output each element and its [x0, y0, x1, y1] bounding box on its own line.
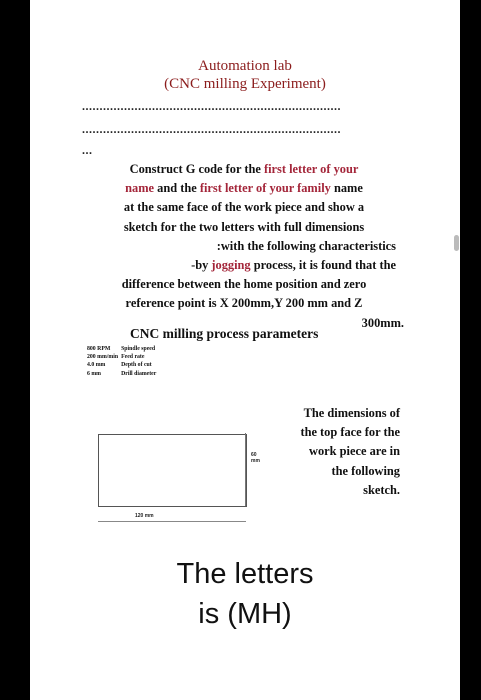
- params-row: 6 mm Drill diameter: [87, 370, 157, 377]
- answer-line-2: ..........................................................................: [82, 122, 341, 136]
- answer-line-1: ..........................................................................: [82, 99, 341, 113]
- document-page: [30, 0, 460, 700]
- params-row: 200 mm/min Feed rate: [87, 354, 145, 361]
- task-line: :with the following characteristics: [216, 238, 396, 253]
- document-subtitle: (CNC milling Experiment): [164, 76, 326, 92]
- document-title: Automation lab: [198, 58, 292, 74]
- task-line: name and the first letter of your family name: [125, 181, 363, 196]
- width-dimension-label: 120 mm: [135, 513, 154, 519]
- params-title: CNC milling process parameters: [130, 326, 319, 341]
- answer-line-3: ...: [82, 143, 93, 157]
- height-dimension-line: [245, 433, 246, 506]
- scrollbar-thumb[interactable]: [454, 235, 459, 251]
- task-line: at the same face of the work piece and show a: [123, 200, 365, 215]
- letters-caption-line-2: is (MH): [198, 598, 292, 630]
- task-paragraph: [84, 160, 404, 333]
- letters-caption-line-1: The letters: [176, 558, 314, 590]
- task-line: Construct G code for the first letter of your: [129, 162, 359, 176]
- height-dimension-label: 60 mm: [251, 452, 260, 464]
- task-line: 300mm.: [361, 315, 404, 330]
- workpiece-sketch: [98, 434, 247, 507]
- task-line: sketch for the two letters with full dimensions: [123, 219, 365, 234]
- width-dimension-line: [98, 521, 246, 522]
- task-line: reference point is X 200mm,Y 200 mm and Z: [125, 296, 363, 311]
- task-line: difference between the home position and zero: [121, 277, 367, 292]
- params-row: 4.0 mm Depth of cut: [87, 362, 152, 369]
- params-table: [87, 346, 159, 379]
- dimensions-text: The dimensions of the top face for the work piece are in the following sketch.: [300, 406, 400, 497]
- task-line: -by jogging process, it is found that the: [191, 258, 396, 273]
- params-row: 800 RPM Spindle speed: [87, 346, 156, 352]
